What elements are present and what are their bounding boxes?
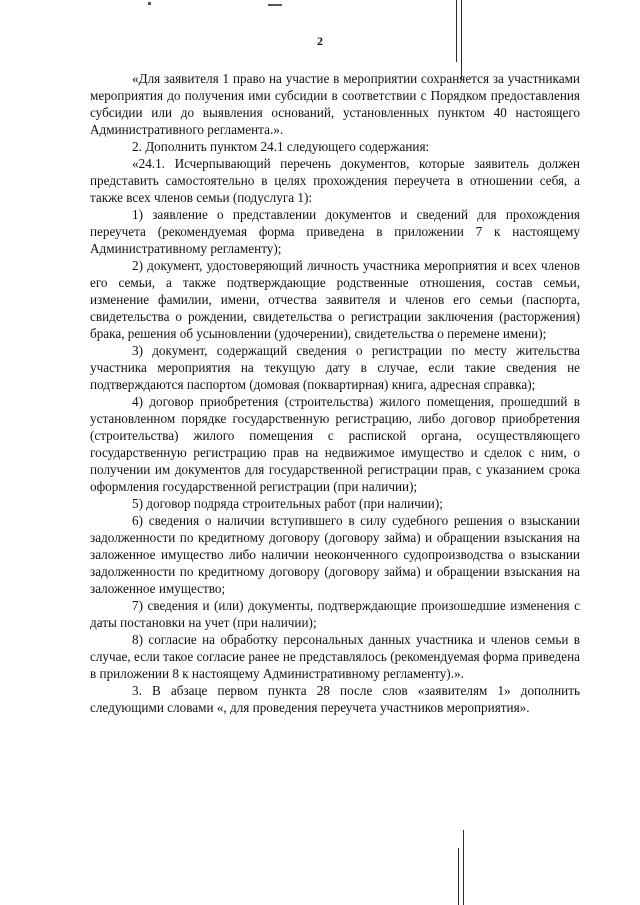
document-body bbox=[90, 70, 580, 716]
scan-artifact-line bbox=[458, 848, 459, 905]
paragraph: 4) договор приобретения (строительства) жилого помещения, прошедший в установленном порядке государственную регистрацию, либо договор приобретения (строительства) жилого помещения с распиской органа, осуществляющего государственную регистрацию прав на недвижимое имущество и сделок с ним, о получении им документов для государственной регистрации прав, с указанием срока оформления государственной регистрации (при наличии); bbox=[90, 394, 580, 494]
paragraph: 2) документ, удостоверяющий личность участника мероприятия и всех членов его семьи, а также подтверждающие родственные отношения, состав семьи, изменение фамилии, имени, отчества заявителя и членов его семьи (паспорта, свидетельства о рождении, свидетельства о регистрации заключения (расторжения) брака, решения об усыновлении (удочерении), свидетельства о перемене имени); bbox=[90, 258, 580, 341]
paragraph: 5) договор подряда строительных работ (при наличии); bbox=[132, 496, 443, 511]
scan-artifact-mark bbox=[148, 2, 151, 5]
paragraph: «24.1. Исчерпывающий перечень документов, которые заявитель должен представить самостоятельно в целях прохождения переучета в отношении себя, а также всех членов семьи (подуслуга 1): bbox=[90, 156, 580, 205]
paragraph: 7) сведения и (или) документы, подтверждающие произошедшие изменения с даты постановки на учет (при наличии); bbox=[90, 598, 580, 630]
scan-artifact-line bbox=[456, 0, 457, 62]
paragraph: 2. Дополнить пунктом 24.1 следующего содержания: bbox=[132, 139, 430, 154]
scan-artifact-line bbox=[463, 830, 464, 905]
paragraph: 8) согласие на обработку персональных данных участника и членов семьи в случае, если такое согласие ранее не представлялось (рекомендуемая форма приведена в приложении 8 к настоящему Административному регламенту).». bbox=[90, 632, 580, 681]
paragraph: 1) заявление о представлении документов и сведений для прохождения переучета (рекомендуемая форма приведена в приложении 7 к настоящему Административному регламенту); bbox=[90, 207, 580, 256]
scan-artifact-mark bbox=[268, 4, 282, 6]
paragraph: 3. В абзаце первом пункта 28 после слов «заявителям 1» дополнить следующими словами «, для проведения переучета участников мероприятия». bbox=[90, 683, 580, 715]
paragraph: «Для заявителя 1 право на участие в мероприятии сохраняется за участниками мероприятия до получения ими субсидии в соответствии с Порядком предоставления субсидии или до выявления оснований, установленных пунктом 40 настоящего Административного регламента.». bbox=[90, 71, 580, 137]
paragraph: 6) сведения о наличии вступившего в силу судебного решения о взыскании задолженности по кредитному договору (договору займа) и обращении взыскания на заложенное имущество либо наличии неоконченного судопроизводства о взыскании задолженности по кредитному договору (договору займа) и обращении взыскания на заложенное имущество; bbox=[90, 513, 580, 596]
page-number: 2 bbox=[317, 34, 323, 48]
paragraph: 3) документ, содержащий сведения о регистрации по месту жительства участника мероприятия на текущую дату в случае, если такие сведения не подтверждаются паспортом (домовая (поквартирная) книга, адресная справка); bbox=[90, 343, 580, 392]
